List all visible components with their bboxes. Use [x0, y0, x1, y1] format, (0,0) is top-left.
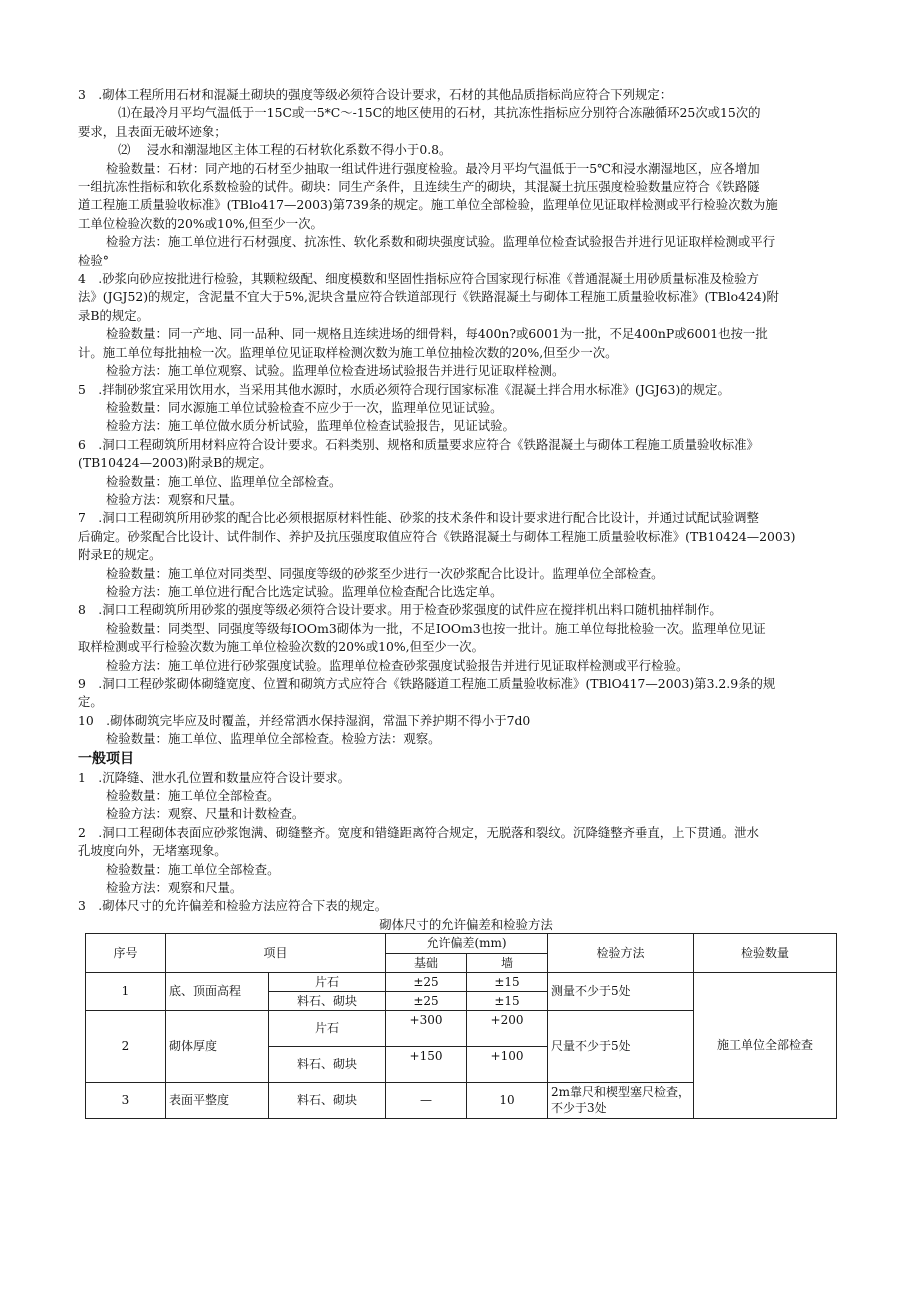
- row2b-base: +150: [386, 1046, 467, 1082]
- table-caption: 砌体尺寸的允许偏差和检验方法: [379, 916, 553, 932]
- paragraph-line: 取样检测或平行检验次数为施工单位检验次数的20%或10%,但至少一次。: [78, 639, 484, 655]
- table-header-row: [86, 933, 837, 953]
- row2-item: 砌体厚度: [166, 1010, 269, 1082]
- row1b-material: 料石、砌块: [269, 991, 386, 1010]
- paragraph-line: 检验数量：石材：同产地的石材至少抽取一组试件进行强度检验。最冷月平均气温低于一5℃和浸水潮湿地区，应各增加: [106, 160, 760, 176]
- paragraph-line: 1 .沉降缝、泄水孔位置和数量应符合设计要求。: [78, 769, 351, 785]
- tolerance-table: [85, 933, 837, 1119]
- paragraph-line: 检验数量：施工单位、监理单位全部检查。检验方法：观察。: [106, 731, 441, 747]
- paragraph-line: 检验数量：施工单位全部检查。: [106, 861, 280, 877]
- paragraph-line: 检验方法：观察、尺量和计数检查。: [106, 806, 305, 822]
- paragraph-line: 8 .洞口工程砌筑所用砂浆的强度等级必须符合设计要求。用于检查砂浆强度的试件应在搅拌机出料口随机抽样制作。: [78, 602, 722, 618]
- table-row: [86, 972, 837, 991]
- paragraph-line: 孔坡度向外，无堵塞现象。: [78, 843, 227, 859]
- row2a-wall: +200: [467, 1010, 548, 1046]
- row1a-material: 片石: [269, 972, 386, 991]
- row1-item: 底、顶面高程: [166, 972, 269, 1010]
- paragraph-line: 7 .洞口工程砌筑所用砂浆的配合比必须根据原材料性能、砂浆的技术条件和设计要求进行配合比设计，并通过试配试验调整: [78, 510, 759, 526]
- row1b-base: ±25: [386, 991, 467, 1010]
- paragraph-line: 检验数量：施工单位全部检查。: [106, 788, 280, 804]
- paragraph-line: 检验数量：同水源施工单位试验检查不应少于一次，监理单位见证试验。: [106, 399, 503, 415]
- paragraph-line: 检验方法：观察和尺量。: [106, 491, 243, 507]
- paragraph-line: 检验数量：施工单位、监理单位全部检查。: [106, 473, 342, 489]
- paragraph-line: 9 .洞口工程砂浆砌体砌缝宽度、位置和砌筑方式应符合《铁路隧道工程施工质量验收标准》(TBlO417—2003)第3.2.9条的规: [78, 676, 776, 691]
- paragraph-line: 检验°: [78, 252, 109, 268]
- row3-wall: 10: [467, 1082, 548, 1118]
- paragraph-line: 10 .砌体砌筑完毕应及时覆盖，并经常洒水保持湿润，常温下养护期不得小于7d0: [78, 712, 531, 728]
- paragraph-line: 检验方法：施工单位进行石材强度、抗冻性、软化系数和砌块强度试验。监理单位检查试验报告并进行见证取样检测或平行: [106, 234, 776, 250]
- paragraph-line: 3 .砌体工程所用石材和混凝土砌块的强度等级必须符合设计要求，石材的其他品质指标尚应符合下列规定：: [78, 87, 673, 102]
- paragraph-line: 法》(JGJ52)的规定，含泥量不宜大于5%,泥块含量应符合铁道部现行《铁路混凝土与砌体工程施工质量验收标准》(TBlo424)附: [78, 289, 779, 305]
- paragraph-line: 6 .洞口工程砌筑所用材料应符合设计要求。石料类别、规格和质量要求应符合《铁路混凝土与砌体工程施工质量验收标准》: [78, 436, 759, 452]
- header-item: 项目: [166, 933, 386, 972]
- paragraph-line: ⑴在最冷月平均气温低于一15C或一5*C～-15C的地区使用的石材，其抗冻性指标应分别符合冻融循环25次或15次的: [118, 105, 761, 121]
- paragraph-line: 检验数量：同一产地、同一品种、同一规格且连续进场的细骨料，每400n?或6001为一批，不足400nP或6001也按一批: [106, 326, 768, 342]
- paragraph-line: 要求，且表面无破坏迹象；: [78, 123, 227, 139]
- paragraph-line: 计。施工单位每批抽检一次。监理单位见证取样检测次数为施工单位抽检次数的20%,但至少一次。: [78, 344, 618, 360]
- paragraph-line: 一组抗冻性指标和软化系数检验的试件。砌块：同生产条件，且连续生产的砌块，其混凝土抗压强度检验数量应符合《铁路隧: [78, 179, 760, 195]
- paragraph-line: 检验数量：同类型、同强度等级每IOOm3砌体为一批，不足IOOm3也按一批计。施工单位每批检验一次。监理单位见证: [106, 620, 766, 636]
- row3-method: 2m靠尺和楔型塞尺检查，不少于3处: [548, 1082, 694, 1118]
- document-page: [78, 86, 844, 1119]
- row3-item: 表面平整度: [166, 1082, 269, 1118]
- row3-base: —: [386, 1082, 467, 1118]
- header-wall: 墙: [467, 953, 548, 972]
- paragraph-line: 检验方法：观察和尺量。: [106, 880, 243, 896]
- row1-seq: 1: [86, 972, 166, 1010]
- row3-seq: 3: [86, 1082, 166, 1118]
- paragraph-line: (TB10424—2003)附录B的规定。: [78, 455, 272, 471]
- row1a-base: ±25: [386, 972, 467, 991]
- paragraph-line: 2 .洞口工程砌体表面应砂浆饱满、砌缝整齐。宽度和错缝距离符合规定，无脱落和裂纹。沉降缝整齐垂直，上下贯通。泄水: [78, 824, 759, 840]
- row2-seq: 2: [86, 1010, 166, 1082]
- row2a-material: 片石: [269, 1010, 386, 1046]
- header-seq: 序号: [86, 933, 166, 972]
- row2-method: 尺量不少于5处: [548, 1010, 694, 1082]
- header-base: 基础: [386, 953, 467, 972]
- paragraph-line: 检验方法：施工单位观察、试验。监理单位检查进场试验报告并进行见证取样检测。: [106, 363, 565, 379]
- paragraph-line: 5 .拌制砂浆宜采用饮用水，当采用其他水源时，水质必须符合现行国家标准《混凝土拌合用水标准》(JGJ63)的规定。: [78, 381, 730, 397]
- row2b-material: 料石、砌块: [269, 1046, 386, 1082]
- row2b-wall: +100: [467, 1046, 548, 1082]
- paragraph-line: 定。: [78, 694, 103, 710]
- paragraph-line: 检验方法：施工单位做水质分析试验，监理单位检查试验报告，见证试验。: [106, 418, 515, 434]
- paragraph-line: 3 .砌体尺寸的允许偏差和检验方法应符合下表的规定。: [78, 898, 388, 914]
- row3-material: 料石、砌块: [269, 1082, 386, 1118]
- paragraph-line: 附录E的规定。: [78, 547, 162, 563]
- row1a-wall: ±15: [467, 972, 548, 991]
- paragraph-line: 检验方法：施工单位进行砂浆强度试验。监理单位检查砂浆强度试验报告并进行见证取样检测或平行检验。: [106, 657, 689, 673]
- paragraph-line: 录B的规定。: [78, 307, 150, 323]
- paragraph-line: 道工程施工质量验收标准》(TBlo417—2003)第739条的规定。施工单位全部检验，监理单位见证取样检测或平行检验次数为施: [78, 197, 778, 213]
- row2a-base: +300: [386, 1010, 467, 1046]
- quantity-cell: 施工单位全部检查: [694, 972, 837, 1118]
- row1-method: 测量不少于5处: [548, 972, 694, 1010]
- paragraph-line: 4 .砂浆向砂应按批进行检验，其颗粒级配、细度模数和坚固性指标应符合国家现行标准《普通混凝土用砂质量标准及检验方: [78, 271, 759, 287]
- row1b-wall: ±15: [467, 991, 548, 1010]
- paragraph-line: ⑵ 浸水和潮湿地区主体工程的石材软化系数不得小于0.8。: [118, 142, 452, 158]
- header-method: 检验方法: [548, 933, 694, 972]
- paragraph-line: 检验数量：施工单位对同类型、同强度等级的砂浆至少进行一次砂浆配合比设计。监理单位全部检查。: [106, 565, 664, 581]
- header-deviation: 允许偏差(mm): [386, 933, 548, 953]
- section-heading: 一般项目: [78, 750, 134, 767]
- paragraph-line: 后确定。砂浆配合比设计、试件制作、养护及抗压强度取值应符合《铁路混凝土与砌体工程施工质量验收标准》(TB10424—2003): [78, 528, 796, 544]
- document-body: [78, 86, 844, 916]
- header-quantity: 检验数量: [694, 933, 837, 972]
- paragraph-line: 工单位检验次数的20%或10%,但至少一次。: [78, 215, 323, 231]
- paragraph-line: 检验方法：施工单位进行配合比选定试验。监理单位检查配合比选定单。: [106, 583, 503, 599]
